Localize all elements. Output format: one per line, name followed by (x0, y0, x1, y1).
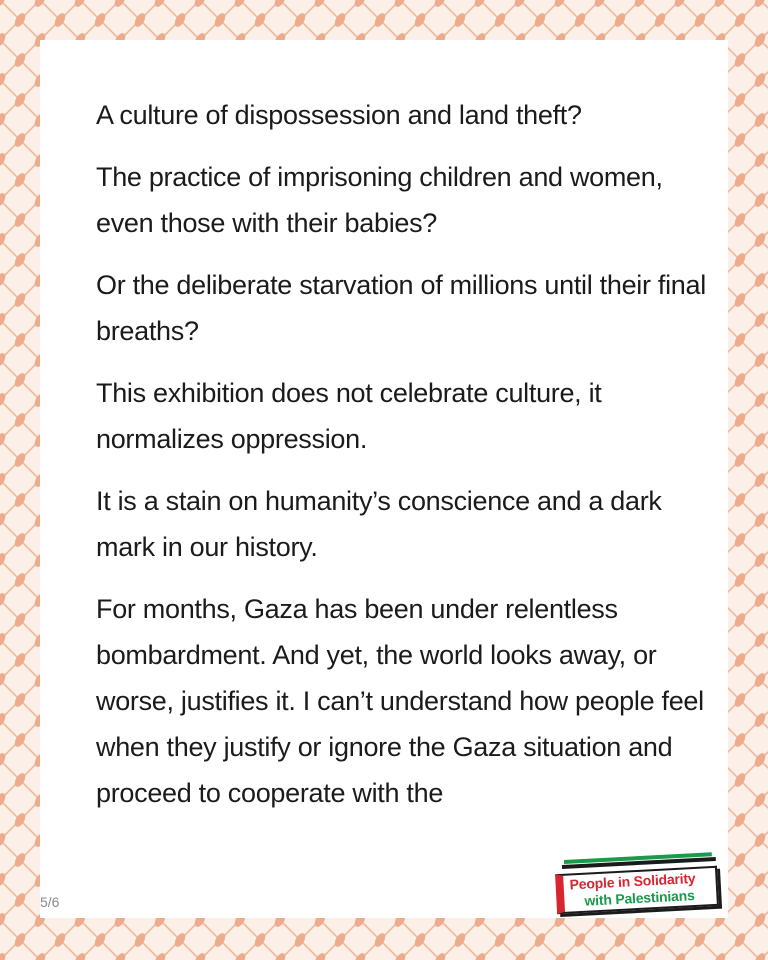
logo-line-2: with Palestinians (584, 887, 695, 909)
paragraph-1: A culture of dispossession and land theft? (96, 100, 582, 130)
paragraph-6: For months, Gaza has been under relentless bombardment. And yet, the world looks away, or worse, justifies it. I can’t understand how people feel when they justify or ignore the Gaza situation and proceed to cooperate with the (96, 594, 704, 808)
paragraph-5: It is a stain on humanity’s conscience and a dark mark in our history. (96, 486, 662, 562)
page-counter: 5/6 (40, 894, 60, 910)
logo-box (555, 866, 719, 914)
solidarity-logo (550, 858, 730, 918)
paragraph-2: The practice of imprisoning children and women, even those with their babies? (96, 162, 663, 238)
logo-line-1: People in Solidarity (569, 869, 696, 893)
text-card (40, 40, 728, 918)
paragraph-3: Or the deliberate starvation of millions until their final breaths? (96, 270, 706, 346)
body-text (96, 92, 706, 832)
paragraph-4: This exhibition does not celebrate culture, it normalizes oppression. (96, 378, 602, 454)
